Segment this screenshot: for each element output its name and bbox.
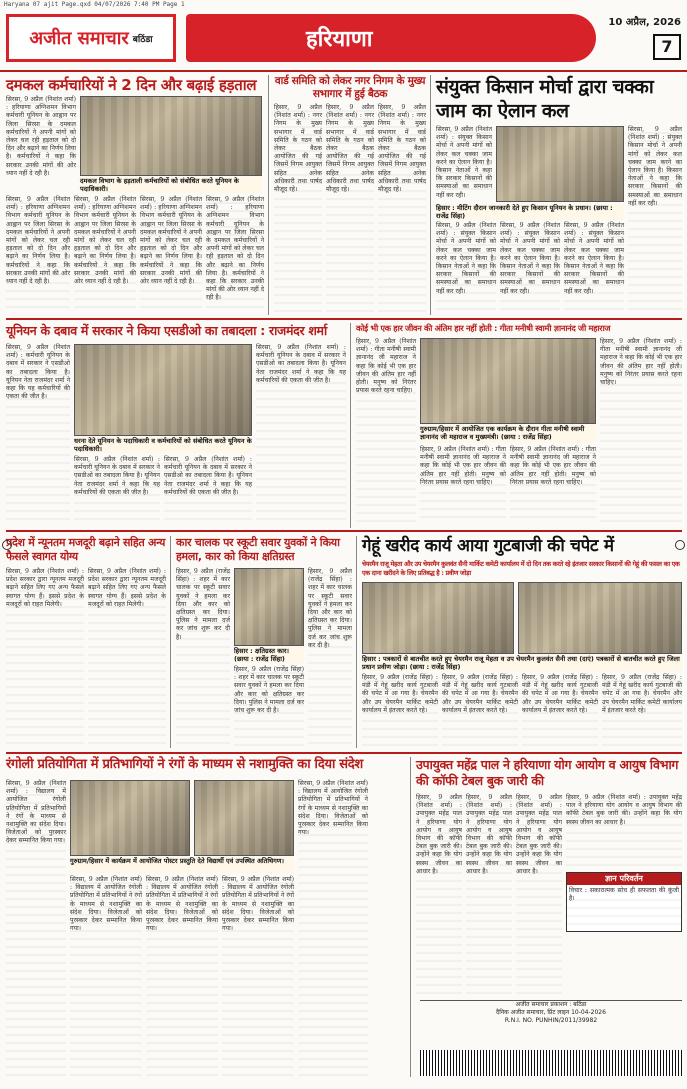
story5-photo <box>420 338 596 424</box>
story3-body-col4: सिरसा, 9 अप्रैल (निशांत शर्मा) : संयुक्त किसान मोर्चा ने अपनी मांगों को लेकर कल चक्का जाम करने का ऐलान किया है। किसान नेताओं ने कहा कि सरकार किसानों की समस्याओं का समाधान नहीं कर रही। <box>500 222 560 314</box>
story1-body-col4: सिरसा, 9 अप्रैल (निशांत शर्मा) : हरियाणा अग्निशमन विभाग कर्मचारी यूनियन के आह्वान पर जिला सिरसा के दमकल कर्मचारियों ने अपनी मांगों को लेकर चल रही हड़ताल को दो दिन और बढ़ाने का निर्णय लिया है। कर्मचारियों ने कहा कि सरकार उनकी मांगों की ओर ध्यान नहीं दे रही है। <box>140 196 202 314</box>
imprint <box>420 1000 682 1044</box>
story9-caption: गुरुग्राम/हिसार में कार्यक्रम में आयोजित पोस्टर प्रस्तुति देते विद्यार्थी एवं उपस्थित अतिथिगण। <box>70 857 294 873</box>
story8-body-col3: हिसार, 9 अप्रैल (राजेंद्र सिंहा) : मंडी में गेहूं खरीद कार्य गुटबाजी की चपेट में आ गया है। चेयरमैन और उप चेयरमैन मार्किट कमेटी कार्यालय में इंतजार करते रहे। <box>522 674 598 748</box>
story1-body-col2: सिरसा, 9 अप्रैल (निशांत शर्मा) : हरियाणा अग्निशमन विभाग कर्मचारी यूनियन के आह्वान पर जिला सिरसा के दमकल कर्मचारियों ने अपनी मांगों को लेकर चल रही हड़ताल को दो दिन और बढ़ाने का निर्णय लिया है। कर्मचारियों ने कहा कि सरकार उनकी मांगों की ओर ध्यान नहीं दे रही है। <box>6 196 70 314</box>
newspaper-logo <box>6 14 176 62</box>
story6-headline: प्रदेश में न्यूनतम मजदूरी बढ़ाने सहित अन्य फैसले स्वागत योग्य <box>6 536 166 563</box>
story10-body-col4: हिसार, 9 अप्रैल (निशांत शर्मा) : उपायुक्त महेंद्र पाल ने हरियाणा योग आयोग व आयुष विभाग की कॉफी टेबल बुक जारी की। उन्होंने कहा कि योग स्वस्थ जीवन का आधार है। <box>566 794 682 870</box>
story6-body-col2: सिरसा, 9 अप्रैल (निशांत शर्मा) : प्रदेश सरकार द्वारा न्यूनतम मजदूरी बढ़ाने सहित लिए गए अन्य फैसले स्वागत योग्य हैं। इससे प्रदेश के मजदूरों को राहत मिलेगी। <box>88 568 166 748</box>
story1-photo <box>80 96 262 176</box>
story2-headline: वार्ड समिति को लेकर नगर निगम के मुख्य सभागार में हुई बैठक <box>274 75 426 100</box>
story9-body-col3: सिरसा, 9 अप्रैल (निशांत शर्मा) : विद्यालय में आयोजित रंगोली प्रतियोगिता में प्रतिभागियों ने रंगों के माध्यम से नशामुक्ति का संदेश दिया। विजेताओं को पुरस्कार देकर सम्मानित किया गया। <box>146 876 218 1080</box>
divider <box>356 536 357 748</box>
story1-body-col5: सिरसा, 9 अप्रैल (निशांत शर्मा) : हरियाणा अग्निशमन विभाग कर्मचारी यूनियन के आह्वान पर जिला सिरसा के दमकल कर्मचारियों ने अपनी मांगों को लेकर चल रही हड़ताल को दो दिन और बढ़ाने का निर्णय लिया है। कर्मचारियों ने कहा कि सरकार उनकी मांगों की ओर ध्यान नहीं दे रही है। <box>206 196 264 314</box>
story5-body-col2: हिसार, 9 अप्रैल (निशांत शर्मा) : गीता मनीषी स्वामी ज्ञानानंद जी महाराज ने कहा कि कोई भी एक हार जीवन की अंतिम हार नहीं होती। मनुष्य को निरंतर प्रयास करते रहना चाहिए। <box>600 338 682 524</box>
story4-body-col2: सिरसा, 9 अप्रैल (निशांत शर्मा) : कर्मचारी यूनियन के दबाव में सरकार ने एसडीओ का तबादला किया है। यूनियन नेता राजमंदर शर्मा ने कहा कि यह कर्मचारियों की एकता की जीत है। <box>256 344 346 524</box>
story3-body-col2: सिरसा, 9 अप्रैल (निशांत शर्मा) : संयुक्त किसान मोर्चा ने अपनी मांगों को लेकर कल चक्का जाम करने का ऐलान किया है। किसान नेताओं ने कहा कि सरकार किसानों की समस्याओं का समाधान नहीं कर रही। <box>628 126 682 314</box>
story5-caption: गुरुग्राम/हिसार में आयोजित एक कार्यक्रम के दौरान गीता मनीषी स्वामी ज्ञानानंद जी महाराज व मुख्यमंत्री। (छाया : राजेंद्र सिंहा) <box>420 425 596 443</box>
section-banner <box>186 14 596 62</box>
story5-body-col1: हिसार, 9 अप्रैल (निशांत शर्मा) : गीता मनीषी स्वामी ज्ञानानंद जी महाराज ने कहा कि कोई भी एक हार जीवन की अंतिम हार नहीं होती। मनुष्य को निरंतर प्रयास करते रहना चाहिए। <box>356 338 416 524</box>
story9-body-col1: सिरसा, 9 अप्रैल (निशांत शर्मा) : विद्यालय में आयोजित रंगोली प्रतियोगिता में प्रतिभागियों ने रंगों के माध्यम से नशामुक्ति का संदेश दिया। विजेताओं को पुरस्कार देकर सम्मानित किया गया। <box>6 780 66 1080</box>
logo-title: अजीत समाचार <box>29 28 129 49</box>
section-title: हरियाणा <box>306 27 373 52</box>
story10-body-col2: हिसार, 9 अप्रैल (निशांत शर्मा) : उपायुक्त महेंद्र पाल ने हरियाणा योग आयोग व आयुष विभाग की कॉफी टेबल बुक जारी की। उन्होंने कहा कि योग स्वस्थ जीवन का आधार है। <box>466 794 512 994</box>
story8-subhead: चेयरमैन राजू मेहता और उप चेयरमैन कुलवंत सैनी मार्किट कमेटी कार्यालय में दो दिन तक करते रहे इंतजार सरकार किसानों की गेहूं की फसल का एक एक दाना खरीदने के लिए प्रतिबद्ध है : प्रवीण जोड़ा <box>362 560 680 577</box>
story8-headline: गेहूं खरीद कार्य आया गुटबाजी की चपेट में <box>362 536 614 556</box>
story9-body-col2: सिरसा, 9 अप्रैल (निशांत शर्मा) : विद्यालय में आयोजित रंगोली प्रतियोगिता में प्रतिभागियों ने रंगों के माध्यम से नशामुक्ति का संदेश दिया। विजेताओं को पुरस्कार देकर सम्मानित किया गया। <box>70 876 142 1080</box>
story7-body-col2: हिसार, 9 अप्रैल (राजेंद्र सिंहा) : शहर में कार चालक पर स्कूटी सवार युवकों ने हमला कर दिया और कार को क्षतिग्रस्त कर दिया। पुलिस ने मामला दर्ज कर जांच शुरू कर दी है। <box>308 568 352 748</box>
story10-body-col1: हिसार, 9 अप्रैल (निशांत शर्मा) : उपायुक्त महेंद्र पाल ने हरियाणा योग आयोग व आयुष विभाग की कॉफी टेबल बुक जारी की। उन्होंने कहा कि योग स्वस्थ जीवन का आधार है। <box>416 794 462 994</box>
section-rule <box>6 318 682 320</box>
story4-headline: यूनियन के दबाव में सरकार ने किया एसडीओ का तबादला : राजमंदर शर्मा <box>6 323 327 338</box>
story3-headline: संयुक्त किसान मोर्चा द्वारा चक्का जाम का ऐलान कल <box>436 76 654 122</box>
story10-body-col3: हिसार, 9 अप्रैल (निशांत शर्मा) : उपायुक्त महेंद्र पाल ने हरियाणा योग आयोग व आयुष विभाग की कॉफी टेबल बुक जारी की। उन्होंने कहा कि योग स्वस्थ जीवन का आधार है। <box>516 794 562 994</box>
date-box <box>601 14 681 60</box>
story3-body-col5: सिरसा, 9 अप्रैल (निशांत शर्मा) : संयुक्त किसान मोर्चा ने अपनी मांगों को लेकर कल चक्का जाम करने का ऐलान किया है। किसान नेताओं ने कहा कि सरकार किसानों की समस्याओं का समाधान नहीं कर रही। <box>564 222 624 314</box>
story1-body-col1: सिरसा, 9 अप्रैल (निशांत शर्मा) : हरियाणा अग्निशमन विभाग कर्मचारी यूनियन के आह्वान पर जिला सिरसा के दमकल कर्मचारियों ने अपनी मांगों को लेकर चल रही हड़ताल को दो दिन और बढ़ाने का निर्णय लिया है। कर्मचारियों ने कहा कि सरकार उनकी मांगों की ओर ध्यान नहीं दे रही है। <box>6 96 76 177</box>
story4-body-col1: सिरसा, 9 अप्रैल (निशांत शर्मा) : कर्मचारी यूनियन के दबाव में सरकार ने एसडीओ का तबादला किया है। यूनियन नेता राजमंदर शर्मा ने कहा कि यह कर्मचारियों की एकता की जीत है। <box>6 344 70 524</box>
story8-body-col4: हिसार, 9 अप्रैल (राजेंद्र सिंहा) : मंडी में गेहूं खरीद कार्य गुटबाजी की चपेट में आ गया है। चेयरमैन और उप चेयरमैन मार्किट कमेटी कार्यालय में इंतजार करते रहे। <box>602 674 682 748</box>
masthead-rule <box>0 70 687 72</box>
section-rule <box>6 752 682 754</box>
page-number: 7 <box>653 34 681 60</box>
story9-photo-left <box>70 780 190 856</box>
logo-city: बठिंडा <box>132 34 153 45</box>
divider <box>170 536 171 748</box>
story5-body-col4: हिसार, 9 अप्रैल (निशांत शर्मा) : गीता मनीषी स्वामी ज्ञानानंद जी महाराज ने कहा कि कोई भी एक हार जीवन की अंतिम हार नहीं होती। मनुष्य को निरंतर प्रयास करते रहना चाहिए। <box>510 446 596 524</box>
story5-headline: कोई भी एक हार जीवन की अंतिम हार नहीं होती : गीता मनीषी स्वामी ज्ञानानंद जी महाराज <box>356 323 611 333</box>
story1-caption: दमकल विभाग के हड़ताली कर्मचारियों को संबोधित करते यूनियन के पदाधिकारी। <box>80 177 262 193</box>
story1-body-col3: सिरसा, 9 अप्रैल (निशांत शर्मा) : हरियाणा अग्निशमन विभाग कर्मचारी यूनियन के आह्वान पर जिला सिरसा के दमकल कर्मचारियों ने अपनी मांगों को लेकर चल रही हड़ताल को दो दिन और बढ़ाने का निर्णय लिया है। कर्मचारियों ने कहा कि सरकार उनकी मांगों की ओर ध्यान नहीं दे रही है। <box>74 196 136 314</box>
story3-caption: हिसार : मीटिंग दौरान जानकारी देते हुए किसान यूनियन के प्रधान। (छाया : राजेंद्र सिंहा) <box>436 204 624 220</box>
imprint-line3: R.N.I. NO. PUNHIN/2011/39982 <box>504 1017 598 1024</box>
divider <box>350 323 351 528</box>
story7-body-col3: हिसार, 9 अप्रैल (राजेंद्र सिंहा) : शहर में कार चालक पर स्कूटी सवार युवकों ने हमला कर दिया और कार को क्षतिग्रस्त कर दिया। पुलिस ने मामला दर्ज कर जांच शुरू कर दी है। <box>234 666 304 748</box>
registration-mark-icon <box>675 540 685 550</box>
story9-body-col4: सिरसा, 9 अप्रैल (निशांत शर्मा) : विद्यालय में आयोजित रंगोली प्रतियोगिता में प्रतिभागियों ने रंगों के माध्यम से नशामुक्ति का संदेश दिया। विजेताओं को पुरस्कार देकर सम्मानित किया गया। <box>222 876 294 1080</box>
story7-headline: कार चालक पर स्कूटी सवार युवकों ने किया हमला, कार को किया क्षतिग्रस्त <box>176 536 340 563</box>
story3-photo <box>496 126 624 202</box>
story7-body-col1: हिसार, 9 अप्रैल (राजेंद्र सिंहा) : शहर में कार चालक पर स्कूटी सवार युवकों ने हमला कर दिया और कार को क्षतिग्रस्त कर दिया। पुलिस ने मामला दर्ज कर जांच शुरू कर दी है। <box>176 568 230 748</box>
story9-photo-right <box>194 780 294 856</box>
imprint-line1: अजीत समाचार प्रकाशन : बठिंडा <box>515 1001 587 1008</box>
story9-headline: रंगोली प्रतियोगिता में प्रतिभागियों ने रंगों के माध्यम से नशामुक्ति का दिया संदेश <box>6 757 363 772</box>
divider <box>268 75 269 315</box>
story4-caption: धरना देते यूनियन के पदाधिकारी व कर्मचारियों को संबोधित करते यूनियन के पदाधिकारी। <box>74 437 252 453</box>
story8-photo-right <box>518 582 682 654</box>
imprint-line2: दैनिक अजीत समाचार, प्रिंट लाइन 10-04-2026 <box>496 1009 606 1016</box>
side-box-body: विचार : सकारात्मक सोच ही सफलता की कुंजी है। <box>567 885 681 931</box>
story6-body-col1: सिरसा, 9 अप्रैल (निशांत शर्मा) : प्रदेश सरकार द्वारा न्यूनतम मजदूरी बढ़ाने सहित लिए गए अन्य फैसले स्वागत योग्य हैं। इससे प्रदेश के मजदूरों को राहत मिलेगी। <box>6 568 84 748</box>
story2-body-col1: हिसार, 9 अप्रैल (निशांत शर्मा) : नगर निगम के मुख्य सभागार में वार्ड समिति के गठन को लेकर बैठक आयोजित की गई जिसमें निगम आयुक्त सहित अनेक अधिकारी तथा पार्षद मौजूद रहे। <box>274 104 322 314</box>
masthead <box>0 10 687 70</box>
story4-body-col4: सिरसा, 9 अप्रैल (निशांत शर्मा) : कर्मचारी यूनियन के दबाव में सरकार ने एसडीओ का तबादला किया है। यूनियन नेता राजमंदर शर्मा ने कहा कि यह कर्मचारियों की एकता की जीत है। <box>164 456 252 524</box>
section-rule <box>6 530 682 532</box>
story9-body-col5: सिरसा, 9 अप्रैल (निशांत शर्मा) : विद्यालय में आयोजित रंगोली प्रतियोगिता में प्रतिभागियों ने रंगों के माध्यम से नशामुक्ति का संदेश दिया। विजेताओं को पुरस्कार देकर सम्मानित किया गया। <box>298 780 368 1080</box>
story5-body-col3: हिसार, 9 अप्रैल (निशांत शर्मा) : गीता मनीषी स्वामी ज्ञानानंद जी महाराज ने कहा कि कोई भी एक हार जीवन की अंतिम हार नहीं होती। मनुष्य को निरंतर प्रयास करते रहना चाहिए। <box>420 446 506 524</box>
print-info: Haryana 07 ajit Page.qxd 04/07/2026 7:40 PM Page 1 <box>4 1 185 8</box>
story3-body-col1: सिरसा, 9 अप्रैल (निशांत शर्मा) : संयुक्त किसान मोर्चा ने अपनी मांगों को लेकर कल चक्का जाम करने का ऐलान किया है। किसान नेताओं ने कहा कि सरकार किसानों की समस्याओं का समाधान नहीं कर रही। <box>436 126 492 199</box>
colour-strip <box>420 1050 682 1076</box>
story2-body-col2: हिसार, 9 अप्रैल (निशांत शर्मा) : नगर निगम के मुख्य सभागार में वार्ड समिति के गठन को लेकर बैठक आयोजित की गई जिसमें निगम आयुक्त सहित अनेक अधिकारी तथा पार्षद मौजूद रहे। <box>326 104 374 314</box>
story4-photo <box>74 344 252 436</box>
story8-body-col2: हिसार, 9 अप्रैल (राजेंद्र सिंहा) : मंडी में गेहूं खरीद कार्य गुटबाजी की चपेट में आ गया है। चेयरमैन और उप चेयरमैन मार्किट कमेटी कार्यालय में इंतजार करते रहे। <box>442 674 518 748</box>
story8-photo-left <box>362 582 514 654</box>
issue-date: 10 अप्रैल, 2026 <box>608 17 681 28</box>
registration-mark-icon <box>2 540 12 550</box>
story7-caption: हिसार : क्षतिग्रस्त कार। (छाया : राजेंद्र सिंहा) <box>234 647 304 663</box>
side-box-title: ज्ञान परिवर्तन <box>567 873 681 885</box>
story1-headline: दमकल कर्मचारियों ने 2 दिन और बढ़ाई हड़ताल <box>6 76 257 94</box>
story3-body-col3: सिरसा, 9 अप्रैल (निशांत शर्मा) : संयुक्त किसान मोर्चा ने अपनी मांगों को लेकर कल चक्का जाम करने का ऐलान किया है। किसान नेताओं ने कहा कि सरकार किसानों की समस्याओं का समाधान नहीं कर रही। <box>436 222 496 314</box>
story10-headline: उपायुक्त महेंद्र पाल ने हरियाणा योग आयोग व आयुष विभाग की कॉफी टेबल बुक जारी की <box>416 757 679 788</box>
divider <box>410 757 411 1077</box>
story7-photo <box>234 568 304 646</box>
story8-caption: हिसार : पत्रकारों से बातचीत करते हुए चेयरमैन राजू मेहता व उप चेयरमैन कुलवंत सैनी तथा (दाएं) पत्रकारों से बातचीत करते हुए जिला प्रधान प्रवीण जोड़ा। (छाया : राजेंद्र सिंहा) <box>362 655 682 671</box>
story8-body-col1: हिसार, 9 अप्रैल (राजेंद्र सिंहा) : मंडी में गेहूं खरीद कार्य गुटबाजी की चपेट में आ गया है। चेयरमैन और उप चेयरमैन मार्किट कमेटी कार्यालय में इंतजार करते रहे। <box>362 674 438 748</box>
side-box <box>566 872 682 932</box>
divider <box>430 75 431 315</box>
story4-body-col3: सिरसा, 9 अप्रैल (निशांत शर्मा) : कर्मचारी यूनियन के दबाव में सरकार ने एसडीओ का तबादला किया है। यूनियन नेता राजमंदर शर्मा ने कहा कि यह कर्मचारियों की एकता की जीत है। <box>74 456 160 524</box>
story2-body-col3: हिसार, 9 अप्रैल (निशांत शर्मा) : नगर निगम के मुख्य सभागार में वार्ड समिति के गठन को लेकर बैठक आयोजित की गई जिसमें निगम आयुक्त सहित अनेक अधिकारी तथा पार्षद मौजूद रहे। <box>378 104 426 314</box>
